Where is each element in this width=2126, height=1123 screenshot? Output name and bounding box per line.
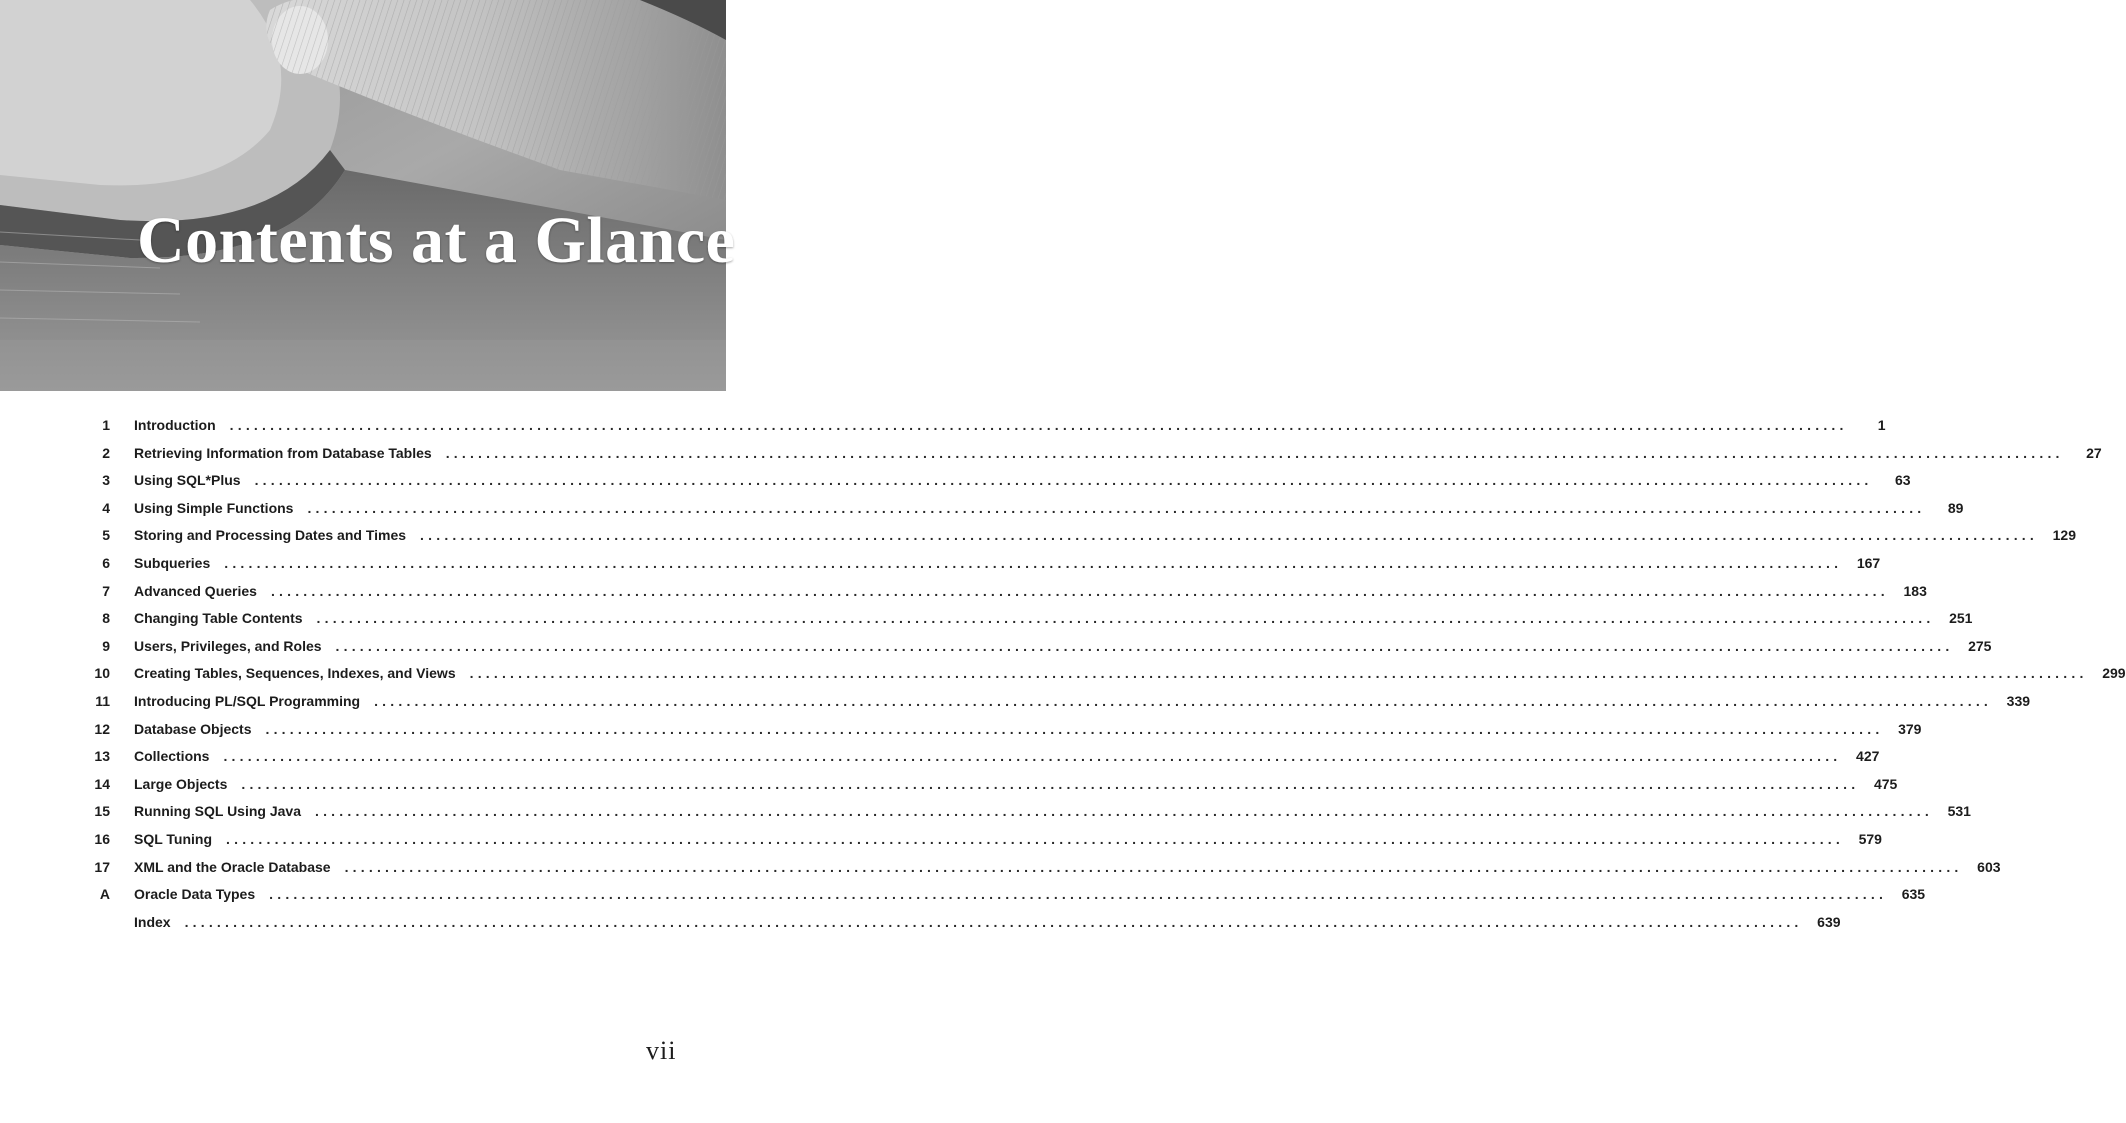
toc-chapter-title[interactable]: Database Objects <box>134 720 252 737</box>
toc-chapter-number: 8 <box>102 610 110 627</box>
toc-page-number: 27 <box>2086 444 2102 461</box>
toc-chapter-number: 9 <box>102 637 110 654</box>
toc-page-number: 1 <box>1877 417 1886 433</box>
toc-chapter-number: 14 <box>94 775 110 792</box>
toc-chapter-number: 2 <box>102 444 110 461</box>
toc-chapter-number: 1 <box>102 417 110 433</box>
page-number: vii <box>646 1036 677 1065</box>
toc-dot-leader: ........................................................................................................................................................................................................ <box>307 499 1926 516</box>
toc-page-number: 129 <box>2052 527 2076 544</box>
toc-page-number: 603 <box>1977 858 2001 875</box>
header-banner <box>0 0 736 391</box>
toc-dot-leader: ........................................................................................................................................................................................................ <box>270 582 1889 599</box>
toc-chapter-number: 11 <box>95 692 110 709</box>
toc-chapter-title[interactable]: SQL Tuning <box>134 830 213 847</box>
toc-entry[interactable] <box>88 610 1973 638</box>
toc-dot-leader: ........................................................................................................................................................................................................ <box>184 913 1803 930</box>
toc-page-number: 427 <box>1856 748 1880 765</box>
toc-chapter-title[interactable]: Creating Tables, Sequences, Indexes, and Views <box>134 665 456 682</box>
banner-architecture-image <box>0 0 726 391</box>
toc-page-number: 475 <box>1873 775 1898 792</box>
toc-entry[interactable] <box>88 444 2102 473</box>
toc-dot-leader: ........................................................................................................................................................................................................ <box>241 775 1860 792</box>
toc-entry[interactable] <box>88 554 1881 583</box>
toc-dot-leader: ........................................................................................................................................................................................................ <box>420 527 2038 544</box>
toc-page-number: 183 <box>1903 582 1927 599</box>
toc-chapter-number: 17 <box>94 858 110 875</box>
toc-entry[interactable] <box>88 803 1971 831</box>
toc-page-number: 339 <box>2006 692 2031 709</box>
toc-chapter-title[interactable]: Storing and Processing Dates and Times <box>134 527 407 544</box>
toc-chapter-title[interactable]: Collections <box>134 748 210 765</box>
toc-entry[interactable] <box>88 720 1922 749</box>
toc-entry[interactable] <box>88 913 1841 942</box>
toc-entry[interactable] <box>88 748 1880 776</box>
toc-chapter-number: 15 <box>94 803 110 820</box>
page-title: Contents at a Glance <box>137 204 736 277</box>
toc-entry[interactable] <box>88 665 2126 693</box>
toc-entry[interactable] <box>88 692 2031 721</box>
toc-chapter-title[interactable]: Advanced Queries <box>134 582 257 599</box>
toc-chapter-number: 4 <box>102 499 110 516</box>
toc-chapter-number: 16 <box>94 830 110 847</box>
toc-dot-leader: ........................................................................................................................................................................................................ <box>223 748 1842 765</box>
toc-chapter-number: A <box>99 886 110 903</box>
toc-chapter-title[interactable]: Using SQL*Plus <box>134 472 241 489</box>
toc-chapter-title[interactable]: Introduction <box>134 417 216 433</box>
toc-entry[interactable] <box>88 582 1927 611</box>
toc-page-number: 167 <box>1856 554 1881 571</box>
toc-dot-leader: ........................................................................................................................................................................................................ <box>469 665 2088 682</box>
toc-dot-leader: ........................................................................................................................................................................................................ <box>315 803 1933 820</box>
toc-dot-leader: ........................................................................................................................................................................................................ <box>226 830 1844 847</box>
toc-page-number: 275 <box>1968 637 1992 654</box>
toc-entry[interactable] <box>88 499 1964 528</box>
toc-dot-leader: ........................................................................................................................................................................................................ <box>316 610 1935 627</box>
toc-dot-leader: ........................................................................................................................................................................................................ <box>335 637 1954 654</box>
toc-chapter-title[interactable]: XML and the Oracle Database <box>134 858 331 875</box>
toc-chapter-number: 5 <box>102 527 110 544</box>
toc-dot-leader: ........................................................................................................................................................................................................ <box>224 554 1843 571</box>
toc-entry[interactable] <box>88 830 1882 859</box>
toc-chapter-number: 3 <box>102 472 110 489</box>
toc-dot-leader: ........................................................................................................................................................................................................ <box>254 472 1873 489</box>
toc-chapter-title[interactable]: Index <box>134 913 171 930</box>
toc-page-number: 635 <box>1901 886 1926 903</box>
toc-dot-leader: ........................................................................................................................................................................................................ <box>269 886 1888 903</box>
toc-chapter-number: 10 <box>94 665 110 682</box>
toc-chapter-number: 13 <box>94 748 110 765</box>
toc-dot-leader: ........................................................................................................................................................................................................ <box>374 692 1993 709</box>
toc-entry[interactable] <box>88 637 1992 666</box>
toc-chapter-title[interactable]: Oracle Data Types <box>134 886 256 903</box>
toc-dot-leader: ........................................................................................................................................................................................................ <box>344 858 1963 875</box>
toc-entry[interactable] <box>88 472 1911 500</box>
toc-page-number: 531 <box>1947 803 1971 820</box>
toc-entry[interactable] <box>88 858 2001 887</box>
toc-chapter-title[interactable]: Running SQL Using Java <box>134 803 301 820</box>
toc-chapter-title[interactable]: Using Simple Functions <box>134 499 294 516</box>
toc-page-number: 299 <box>2102 665 2126 682</box>
toc-page-number: 89 <box>1947 499 1964 516</box>
table-of-contents <box>88 417 2126 941</box>
toc-entry[interactable] <box>88 886 1926 914</box>
toc-dot-leader: ........................................................................................................................................................................................................ <box>265 720 1884 737</box>
toc-chapter-title[interactable]: Introducing PL/SQL Programming <box>134 692 361 709</box>
toc-chapter-title[interactable]: Large Objects <box>134 775 228 792</box>
toc-chapter-title[interactable]: Changing Table Contents <box>134 610 303 627</box>
toc-dot-leader: ........................................................................................................................................................................................................ <box>229 417 1848 433</box>
toc-entry[interactable] <box>88 417 1886 445</box>
toc-page-number: 639 <box>1817 913 1841 930</box>
toc-chapter-title[interactable]: Subqueries <box>134 554 211 571</box>
toc-entry[interactable] <box>88 527 2076 555</box>
toc-chapter-number: 12 <box>94 720 110 737</box>
toc-chapter-title[interactable]: Users, Privileges, and Roles <box>134 637 322 654</box>
toc-entry[interactable] <box>88 775 1898 804</box>
toc-chapter-title[interactable]: Retrieving Information from Database Tables <box>134 444 432 461</box>
toc-page-number: 251 <box>1949 610 1973 627</box>
toc-page-number: 63 <box>1894 472 1911 489</box>
toc-dot-leader: ........................................................................................................................................................................................................ <box>445 444 2064 461</box>
toc-chapter-number: 7 <box>102 582 110 599</box>
toc-chapter-number: 6 <box>102 554 110 571</box>
toc-page-number: 379 <box>1898 720 1922 737</box>
toc-page-number: 579 <box>1858 830 1882 847</box>
